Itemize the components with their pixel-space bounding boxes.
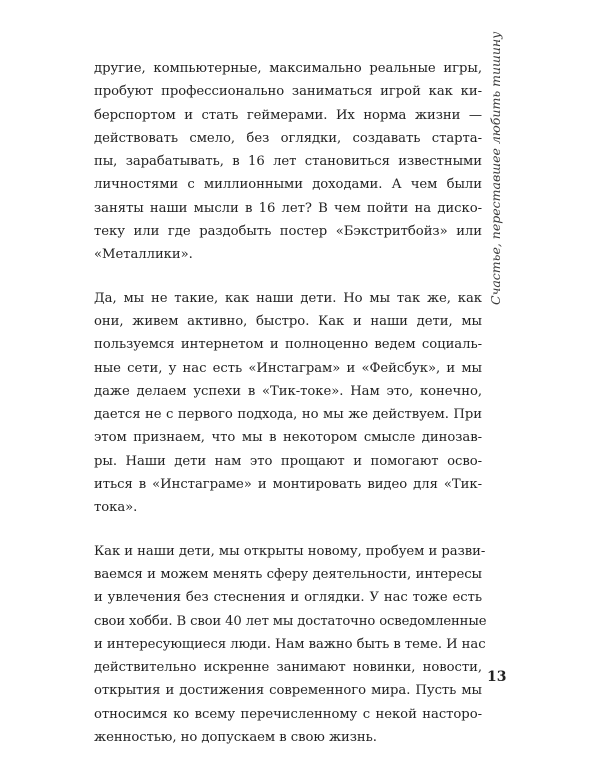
text-line: и увлечения без стеснения и оглядки. У нас тоже есть [94, 590, 482, 606]
text-line: открытия и достижения современного мира. Пусть мы [94, 683, 482, 699]
text-line: Да, мы не такие, как наши дети. Но мы так же, как [94, 290, 482, 306]
paragraph-3 [94, 540, 487, 750]
running-head [488, 31, 518, 305]
text-line: пы, зарабатывать, в 16 лет становиться известными [94, 154, 482, 170]
text-line: ры. Наши дети нам это прощают и помогают осво- [94, 453, 482, 469]
running-head-text: Счастье, переставшее любить тишину [488, 31, 503, 305]
text-line: теку или где раздобыть постер «Бэкстритбойз» или [94, 224, 482, 240]
text-line: этом признаем, что мы в некотором смысле динозав- [94, 430, 482, 446]
text-line: и интересующиеся люди. Нам важно быть в теме. И нас [94, 636, 486, 652]
text-line: ваемся и можем менять сферу деятельности, интересы [94, 566, 482, 582]
text-line: женностью, но допускаем в свою жизнь. [94, 730, 377, 746]
text-line: иться в «Инстаграме» и монтировать видео для «Тик- [94, 477, 482, 493]
paragraph-1 [94, 57, 482, 267]
text-line: они, живем активно, быстро. Как и наши дети, мы [94, 313, 482, 329]
text-line: свои хобби. В свои 40 лет мы достаточно осведомленные [94, 613, 487, 629]
text-line: «Металлики». [94, 247, 193, 263]
text-line: пробуют профессионально заниматься игрой как ки- [94, 84, 482, 100]
paragraph-2 [94, 287, 482, 520]
text-line: действовать смело, без оглядки, создавать старта- [94, 130, 482, 146]
body-text [94, 57, 487, 769]
text-line: действительно искренне занимают новинки, новости, [94, 660, 482, 676]
text-line: берспортом и стать геймерами. Их норма жизни — [94, 107, 482, 123]
text-line: Как и наши дети, мы открыты новому, пробуем и разви- [94, 543, 486, 559]
text-line: дается не с первого подхода, но мы же действуем. При [94, 407, 482, 423]
text-line: относимся ко всему перечисленному с некой насторо- [94, 706, 482, 722]
text-line: пользуемся интернетом и полноценно ведем социаль- [94, 337, 482, 353]
text-line: заняты наши мысли в 16 лет? В чем пойти на диско- [94, 200, 482, 216]
text-line: другие, компьютерные, максимально реальные игры, [94, 61, 482, 76]
text-line: тока». [94, 500, 138, 516]
text-line: даже делаем успехи в «Тик-токе». Нам это, конечно, [94, 383, 482, 399]
text-line: ные сети, у нас есть «Инстаграм» и «Фейсбук», и мы [94, 360, 482, 376]
text-line: личностями с миллионными доходами. А чем были [94, 177, 482, 193]
page-number: 13 [487, 669, 507, 685]
